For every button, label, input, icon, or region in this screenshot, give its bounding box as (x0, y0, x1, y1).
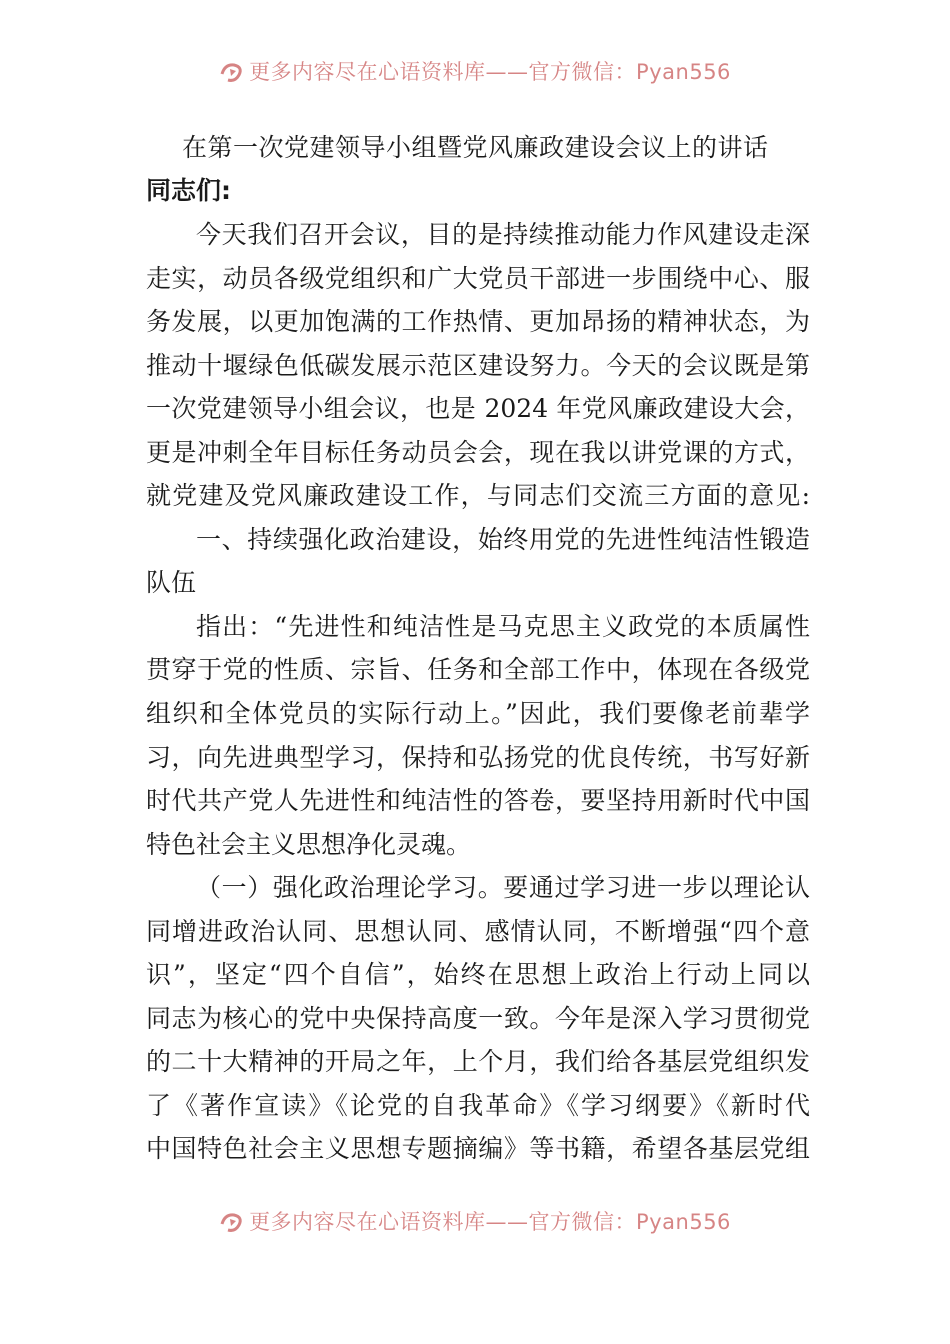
watermark-text: 更多内容尽在心语资料库——官方微信：Pyan556 (249, 1210, 731, 1234)
body-line: 同增进政治认同、思想认同、感情认同，不断增强“四个意 (146, 916, 810, 946)
body-line: 推动十堰绿色低碳发展示范区建设努力。今天的会议既是第 (146, 350, 810, 380)
header-watermark (0, 56, 950, 86)
document-title: 在第一次党建领导小组暨党风廉政建设会议上的讲话 (182, 133, 769, 162)
body-line: 识”，坚定“四个自信”，始终在思想上政治上行动上同以 (146, 960, 810, 990)
watermark-logo-icon (219, 60, 245, 84)
body-line: 指出：“先进性和纯洁性是马克思主义政党的本质属性 (196, 611, 810, 641)
salutation: 同志们: (146, 176, 231, 205)
subsection-line: （一）强化政治理论学习。要通过学习进一步以理论认 (196, 873, 810, 903)
body-line: 组织和全体党员的实际行动上。”因此，我们要像老前辈学 (146, 699, 810, 729)
body-line: 的二十大精神的开局之年，上个月，我们给各基层党组织发 (146, 1047, 810, 1077)
body-line: 特色社会主义思想净化灵魂。 (146, 829, 472, 859)
body-line: 习，向先进典型学习，保持和弘扬党的优良传统，书写好新 (146, 742, 810, 772)
body-line: 走实，动员各级党组织和广大党员干部进一步围绕中心、服 (146, 263, 810, 293)
section-heading-line: 队伍 (146, 568, 197, 598)
body-line: 了《著作宣读》《论党的自我革命》《学习纲要》《新时代 (146, 1090, 810, 1120)
body-line: 一次党建领导小组会议，也是 2024 年党风廉政建设大会， (146, 394, 810, 424)
body-line: 中国特色社会主义思想专题摘编》等书籍，希望各基层党组 (146, 1134, 810, 1164)
watermark-logo-icon (219, 1210, 245, 1234)
body-line: 同志为核心的党中央保持高度一致。今年是深入学习贯彻党 (146, 1003, 810, 1033)
body-line: 务发展，以更加饱满的工作热情、更加昂扬的精神状态，为 (146, 307, 810, 337)
body-line: 更是冲刺全年目标任务动员会会，现在我以讲党课的方式， (146, 437, 810, 467)
watermark-text: 更多内容尽在心语资料库——官方微信：Pyan556 (249, 60, 731, 84)
document-body (146, 213, 810, 1171)
footer-watermark (0, 1206, 950, 1236)
section-heading-line: 一、持续强化政治建设，始终用党的先进性纯洁性锻造 (196, 524, 810, 554)
body-line: 今天我们召开会议，目的是持续推动能力作风建设走深 (196, 220, 810, 249)
body-line: 时代共产党人先进性和纯洁性的答卷，要坚持用新时代中国 (146, 786, 810, 816)
body-line: 贯穿于党的性质、宗旨、任务和全部工作中，体现在各级党 (146, 655, 810, 685)
body-line: 就党建及党风廉政建设工作，与同志们交流三方面的意见: (146, 481, 810, 511)
